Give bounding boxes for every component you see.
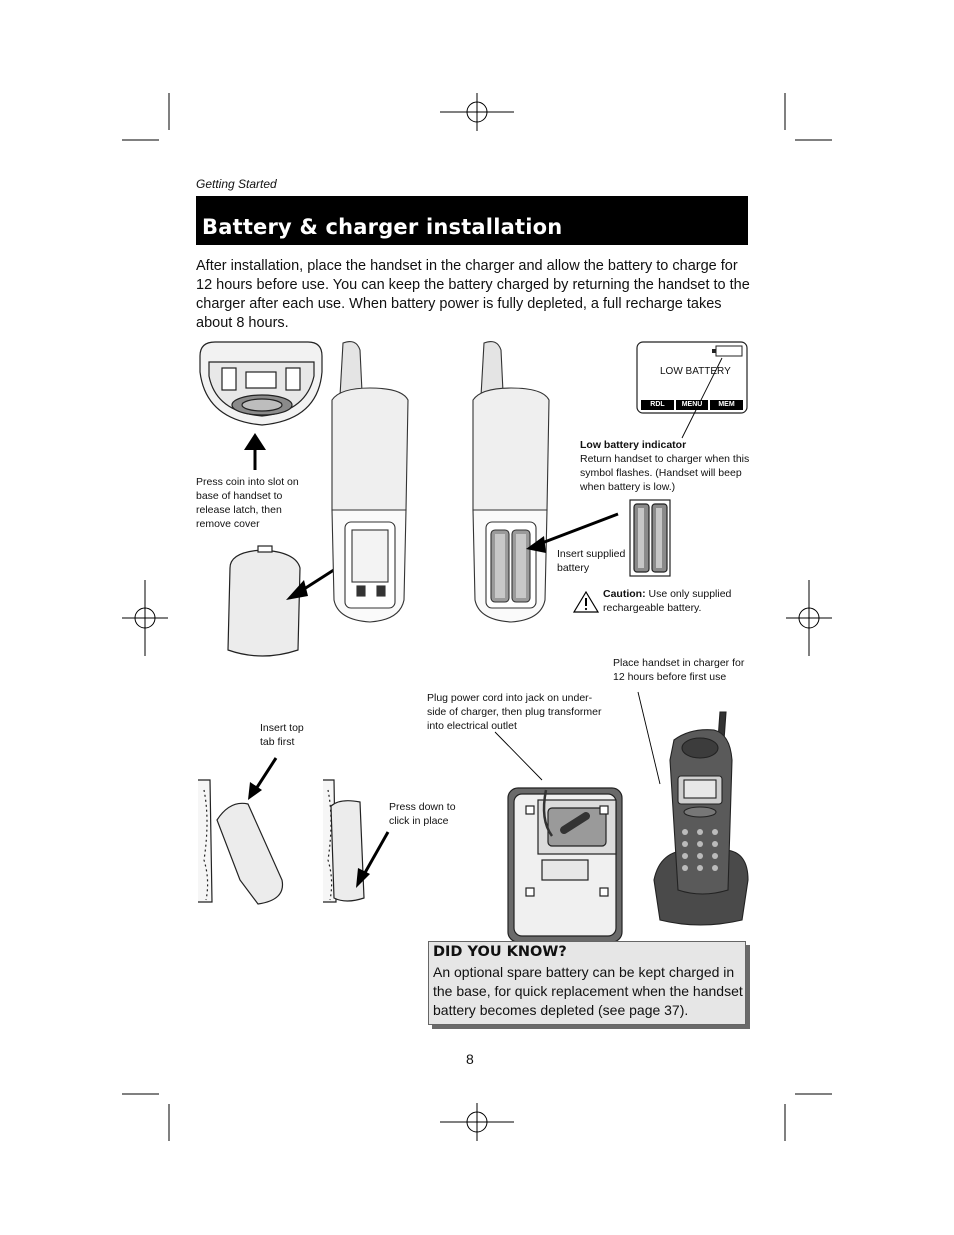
title-bar xyxy=(196,196,748,245)
display-text: LOW BATTERY xyxy=(660,366,731,377)
cover-insert-views xyxy=(198,780,364,904)
caption-caution xyxy=(603,587,743,615)
caption-plug-cord: Plug power cord into jack on under-side of charger, then plug transformer into electrical outlet xyxy=(427,692,602,732)
caption-place-handset: Place handset in charger for 12 hours before first use xyxy=(613,657,745,683)
did-you-know-body: An optional spare battery can be kept charged in the base, for quick replacement when the handset battery becomes depleted (see page 37). xyxy=(433,964,743,1018)
leader-line xyxy=(495,732,542,780)
leader-line xyxy=(638,692,660,784)
caption-low-battery xyxy=(580,438,750,494)
did-you-know-title: DID YOU KNOW? xyxy=(433,944,567,960)
charger-underside-illustration xyxy=(508,788,622,942)
caption-insert-tab: Insert top tab first xyxy=(260,722,304,748)
section-label: Getting Started xyxy=(196,177,277,191)
caption-low-battery-title: Low battery indicator xyxy=(580,439,687,451)
up-arrow xyxy=(244,433,266,470)
handset-base-illustration xyxy=(200,342,322,425)
softkey-menu: MENU xyxy=(681,401,703,408)
caution-body: Use only supplied rechargeable battery. xyxy=(603,588,732,614)
handset-back-with-battery xyxy=(473,342,549,622)
caption-low-battery-body: Return handset to charger when this symbol flashes. (Handset will beep when battery is low.) xyxy=(580,453,750,493)
page-title: Battery & charger installation xyxy=(202,215,563,239)
caption-insert-battery: Insert supplied battery xyxy=(557,548,626,574)
handset-back-empty xyxy=(332,342,408,622)
caption-press-down: Press down to click in place xyxy=(389,801,456,827)
caution-icon xyxy=(574,592,598,612)
battery-pack-illustration xyxy=(630,500,670,576)
intro-paragraph: After installation, place the handset in the charger and allow the battery to charge for 12 hours before use. You can keep the battery charged by returning the handset to the charger after each use. When battery power is fully depleted, a full recharge takes about 8 hours. xyxy=(196,258,750,331)
softkey-mem: MEM xyxy=(718,401,735,408)
softkey-rdl: RDL xyxy=(650,401,665,408)
caption-coin: Press coin into slot on base of handset to release latch, then remove cover xyxy=(196,476,299,530)
handset-in-charger-illustration xyxy=(654,712,748,925)
caution-label: Caution: xyxy=(603,588,646,600)
arrow-insert-tab xyxy=(248,758,276,800)
page-number: 8 xyxy=(466,1051,474,1067)
battery-cover-illustration xyxy=(228,546,300,656)
did-you-know-box xyxy=(428,941,746,1025)
